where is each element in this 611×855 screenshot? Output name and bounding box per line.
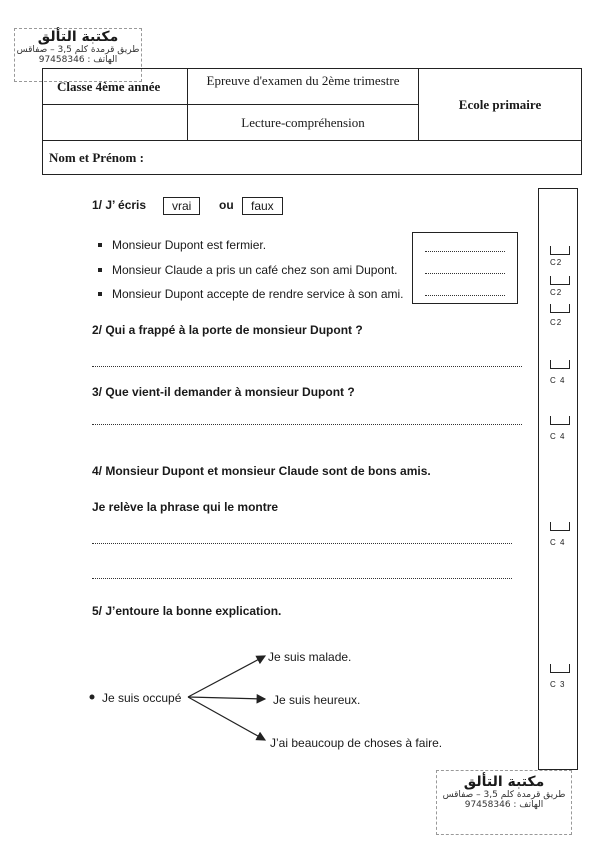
list-item: Monsieur Dupont est fermier. xyxy=(98,236,266,254)
criteria-label: C 4 xyxy=(550,432,566,441)
criteria-tick xyxy=(550,360,570,369)
stamp-phone: الهاتف : 97458346 xyxy=(464,800,544,810)
list-item: Monsieur Dupont accepte de rendre service à son ami. xyxy=(98,285,404,303)
answer-line xyxy=(92,424,522,425)
exam-title: Epreuve d'examen du 2ème trimestre xyxy=(188,69,419,105)
stamp-name: مكتبة التألق xyxy=(37,29,119,45)
stamp-name: مكتبة التألق xyxy=(463,774,545,790)
stamp-phone: الهاتف : 97458346 xyxy=(38,55,118,65)
criteria-label: C 3 xyxy=(550,680,566,689)
question-4: 4/ Monsieur Dupont et monsieur Claude sont de bons amis. xyxy=(92,464,431,478)
ou-label: ou xyxy=(219,198,234,212)
criteria-tick xyxy=(550,276,570,285)
question-5: 5/ J’entoure la bonne explication. xyxy=(92,604,282,618)
bullet-icon xyxy=(98,243,102,247)
criteria-label: C 4 xyxy=(550,538,566,547)
left-option: Je suis occupé xyxy=(102,691,182,705)
option-3[interactable]: J’ai beaucoup de choses à faire. xyxy=(270,736,443,750)
option-1[interactable]: Je suis malade. xyxy=(268,650,352,664)
name-field-label: Nom et Prénom : xyxy=(43,141,582,175)
criteria-tick xyxy=(550,522,570,531)
stamp-address: طريق قرمدة كلم 3,5 – صفاقس xyxy=(16,45,140,55)
class-label: Classe 4ème année xyxy=(43,69,188,105)
exam-header-table xyxy=(42,68,582,175)
faux-box: faux xyxy=(242,197,283,215)
answer-grid xyxy=(412,232,518,304)
bullet-icon xyxy=(98,292,102,296)
criteria-tick xyxy=(550,304,570,313)
question-4-instruction: Je relève la phrase qui le montre xyxy=(92,500,279,514)
list-item: Monsieur Claude a pris un café chez son ami Dupont. xyxy=(98,261,398,279)
criteria-label: C2 xyxy=(550,318,563,327)
school-label: Ecole primaire xyxy=(419,69,582,141)
question-1-title: 1/ J’ écris xyxy=(92,198,147,212)
vrai-box: vrai xyxy=(163,197,200,215)
arrow-to-option-2 xyxy=(188,697,265,699)
criteria-tick xyxy=(550,416,570,425)
subject-label: Lecture-compréhension xyxy=(188,105,419,141)
stamp-address: طريق قرمدة كلم 3,5 – صفاقس xyxy=(442,790,566,800)
bullet-dot xyxy=(90,695,95,700)
criteria-label: C2 xyxy=(550,288,563,297)
criteria-label: C 4 xyxy=(550,376,566,385)
question-3: 3/ Que vient-il demander à monsieur Dupont ? xyxy=(92,385,355,399)
answer-line xyxy=(92,543,512,544)
library-stamp-bottom xyxy=(436,770,572,835)
criteria-tick xyxy=(550,246,570,255)
arrow-to-option-1 xyxy=(188,656,265,697)
option-2[interactable]: Je suis heureux. xyxy=(273,693,361,707)
question-2: 2/ Qui a frappé à la porte de monsieur Dupont ? xyxy=(92,323,363,337)
criteria-label: C2 xyxy=(550,258,563,267)
answer-line xyxy=(92,578,512,579)
answer-line xyxy=(92,366,522,367)
bullet-icon xyxy=(98,268,102,272)
arrow-to-option-3 xyxy=(188,697,265,740)
empty-cell xyxy=(43,105,188,141)
criteria-tick xyxy=(550,664,570,673)
